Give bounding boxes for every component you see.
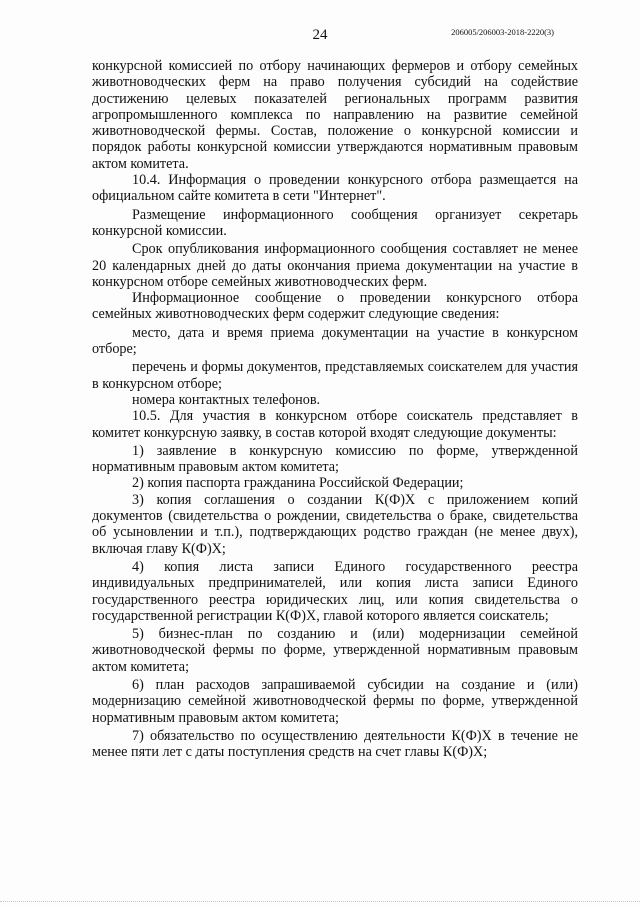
paragraph: 10.5. Для участия в конкурсном отборе соискатель представляет в комитет конкурсную заявку, в состав которой входят следующие документы: — [92, 408, 578, 441]
paragraph: номера контактных телефонов. — [132, 391, 321, 408]
paragraph: Размещение информационного сообщения организует секретарь конкурсной комиссии. — [92, 206, 578, 239]
paragraph: перечень и формы документов, представляемых соискателем для участия в конкурсном отборе; — [92, 359, 578, 392]
scan-edge — [0, 901, 640, 905]
paragraph: место, дата и время приема документации на участие в конкурсном отборе; — [92, 324, 578, 358]
document-body — [92, 58, 578, 760]
paragraph: 6) план расходов запрашиваемой субсидии на создание и (или) модернизацию семейной животноводческой фермы по форме, утвержденной нормативным правовым актом комитета; — [92, 676, 578, 726]
paragraph: конкурсной комиссией по отбору начинающих фермеров и отбору семейных животноводческих ферм на право получения субсидий на содействие достижению целевых показателей региональных программ развития агропромышленного комплекса по направлению на развитие семейной животноводческой фермы. Состав, положение о конкурсной комиссии и порядок работы конкурсной комиссии утверждаются нормативным правовым актом комитета. — [92, 58, 578, 172]
paragraph: Срок опубликования информационного сообщения составляет не менее 20 календарных дней до даты окончания приема документации на участие в конкурсном отборе семейных животноводческих ферм. — [92, 241, 578, 290]
paragraph: 2) копия паспорта гражданина Российской Федерации; — [132, 475, 464, 492]
page-number: 24 — [312, 27, 328, 43]
paragraph: 3) копия соглашения о создании К(Ф)Х с приложением копий документов (свидетельства о рождении, свидетельства о браке, свидетельства об усыновлении и т.п.), подтверждающих родство граждан (не менее двух), включая главу К(Ф)Х; — [92, 491, 578, 557]
paragraph: 4) копия листа записи Единого государственного реестра индивидуальных предпринимателей, или копия листа записи Единого государственного реестра юридических лиц, или копия свидетельства о государственной регистрации К(Ф)Х, главой которого является соискатель; — [92, 558, 578, 624]
paragraph: 7) обязательство по осуществлению деятельности К(Ф)Х в течение не менее пяти лет с даты поступления средств на счет главы К(Ф)Х; — [92, 727, 578, 761]
paragraph: 1) заявление в конкурсную комиссию по форме, утвержденной нормативным правовым актом комитета; — [92, 442, 578, 476]
paragraph: Информационное сообщение о проведении конкурсного отбора семейных животноводческих ферм содержит следующие сведения: — [92, 290, 578, 323]
document-id: 206005/206003-2018-2220(3) — [451, 27, 554, 37]
paragraph: 10.4. Информация о проведении конкурсного отбора размещается на официальном сайте комитета в сети "Интернет". — [92, 172, 578, 205]
paragraph: 5) бизнес-план по созданию и (или) модернизации семейной животноводческой фермы по форме, утвержденной нормативным правовым актом комитета; — [92, 626, 578, 675]
